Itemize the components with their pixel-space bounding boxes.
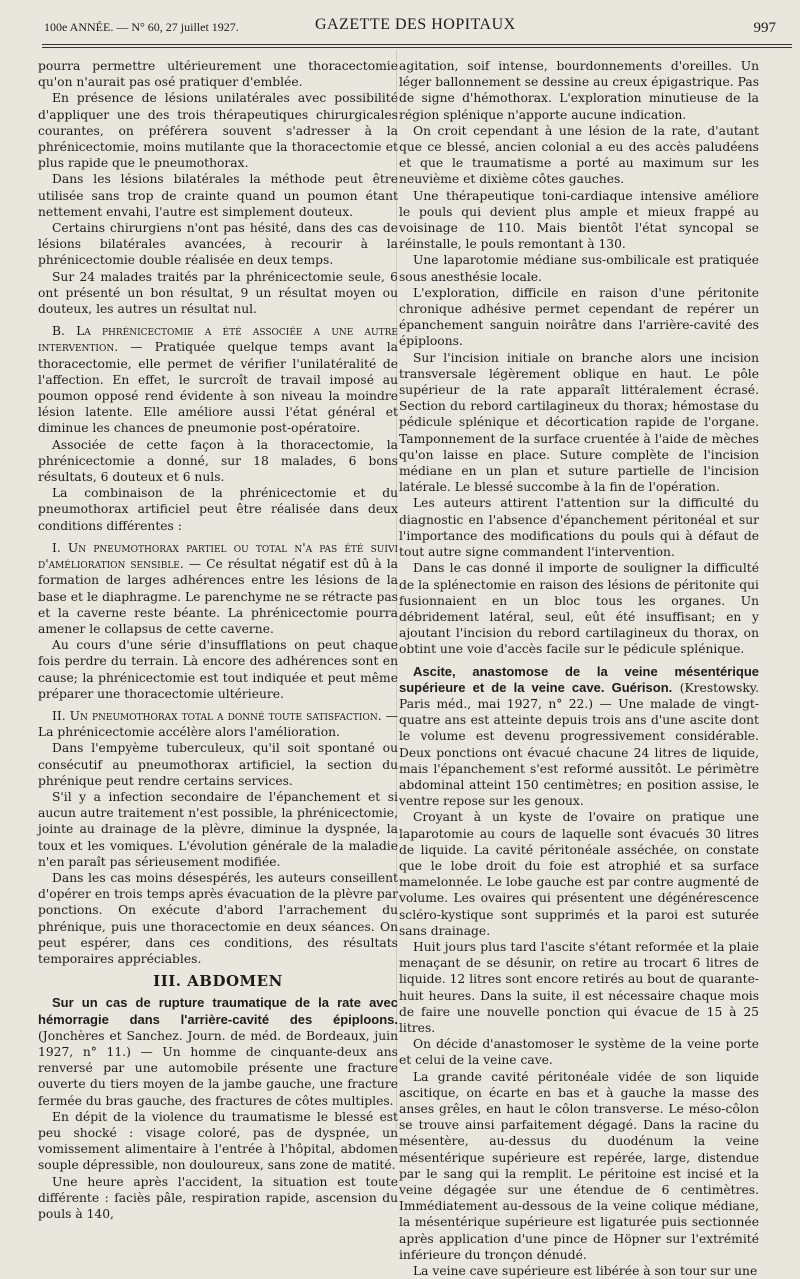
issue-info: 100e ANNÉE. — N° 60, 27 juillet 1927.: [44, 20, 239, 34]
subsection-ii: [38, 708, 398, 740]
subsection-b: [38, 323, 398, 436]
subsection-i: [38, 540, 398, 637]
left-column: [38, 58, 398, 1222]
article-title: Sur un cas de rupture traumatique de la rate avec hémorragie dans l'arrière-cavité des épiploons.: [38, 995, 398, 1027]
article-text: Un homme de cinquante-deux ans renversé par une automobile présente une fracture ouverte du tiers moyen de la jambe gauche, une fracture fermée du bras gauche, des fractures de côtes multiples.: [38, 1044, 398, 1108]
paragraph: Une laparotomie médiane sus-ombilicale est pratiquée sous anesthésie locale.: [399, 253, 759, 284]
paragraph: Sur l'incision initiale on branche alors une incision transversale légèrement oblique en haut. Le pôle supérieur de la rate apparaît littéralement écrasé. Section du rebord cartilagineux du thorax; hémostase du pédicule splénique et décortication rapide de l'organe. Tamponnement de la surface cruentée à l'aide de mèches qu'on laisse en place. Suture complète de l'incision médiane en un plan et suture partielle de l'incision latérale. Le blessé succombe à la fin de l'opération.: [399, 350, 759, 495]
article-reference: (Jonchères et Sanchez. Journ. de méd. de Bordeaux, juin 1927, n° 11.) —: [38, 1028, 398, 1059]
paragraph: En présence de lésions unilatérales avec possibilité d'appliquer une des trois thérapeutiques chirurgicales courantes, on préférera souvent s'adresser à la phrénicectomie, moins mutilante que la thoracectomie et plus rapide que le pneumothorax.: [38, 91, 398, 171]
article-reference: (Krestowsky. Paris méd., mai 1927, n° 22.) —: [399, 680, 759, 711]
paragraph: pourra permettre ultérieurement une thoracectomie qu'on n'aurait pas osé pratiquer d'emblée.: [38, 59, 398, 90]
article-2: [399, 664, 759, 810]
paragraph: Au cours d'une série d'insufflations on peut chaque fois perdre du terrain. Là encore des adhérences sont en cause; la phrénicectomie est tout indiquée et peut même préparer une thoracectomie ultérieure.: [38, 638, 398, 701]
page-header: [42, 14, 794, 42]
paragraph: La combinaison de la phrénicectomie et du pneumothorax artificiel peut être réalisée dans deux conditions différentes :: [38, 486, 398, 533]
paragraph: Huit jours plus tard l'ascite s'étant reformée et la plaie menaçant de se désunir, on retire au trocart 6 litres de liquide. 12 litres sont encore retirés au bout de quarante-huit heures. Dans la suite, il est nécessaire chaque mois de faire une nouvelle ponction qui évacue de 15 à 25 litres.: [399, 939, 759, 1035]
subsection-heading: II. Un pneumothorax total a donné toute satisfaction.: [52, 708, 382, 723]
paragraph: Sur 24 malades traités par la phrénicectomie seule, 6 ont présenté un bon résultat, 9 un résultat moyen ou douteux, les autres un résultat nul.: [38, 269, 398, 317]
paragraph: En dépit de la violence du traumatisme le blessé est peu shocké : visage coloré, pas de dyspnée, un vomissement alimentaire à l'entrée à l'hôpital, abdomen souple dépressible, non douloureux, sans zone de matité.: [38, 1109, 398, 1173]
header-rule: [42, 44, 792, 45]
journal-title: GAZETTE DES HOPITAUX: [315, 16, 516, 33]
paragraph: Croyant à un kyste de l'ovaire on pratique une laparotomie au cours de laquelle sont évacués 30 litres de liquide. La cavité péritonéale asséchée, on constate que le lobe droit du foie est atrophié et sa surface mamelonnée. Le lobe gauche est par contre augmenté de volume. Les ovaires qui présentent une dégénérescence scléro-kystique sont supprimés et la paroi est suturée sans drainage.: [399, 810, 759, 938]
subsection-heading: B. La phrénicectomie a été associée a une autre intervention.: [38, 324, 398, 355]
paragraph: La grande cavité péritonéale vidée de son liquide ascitique, on écarte en bas et à gauche la masse des anses grêles, en haut le côlon transverse. Le méso-côlon se trouve ainsi parfaitement dégagé. Dans la racine du mésentère, au-dessus du duodénum la veine mésentérique supérieure est repérée, large, distendue par le sang qui la remplit. Le péritoine est incisé et la veine dégagée sur une étendue de 6 centimètres. Immédiatement au-dessous de la veine colique médiane, la mésentérique supérieure est ligaturée puis sectionnée après application d'une pince de Höpner sur l'extrémité inférieure du tronçon dénudé.: [399, 1069, 759, 1262]
subsection-text: — La phrénicectomie accélère alors l'amélioration.: [38, 708, 398, 740]
paragraph: La veine cave supérieure est libérée à son tour sur une: [413, 1264, 758, 1279]
paragraph: Dans le cas donné il importe de souligner la difficulté de la splénectomie en raison des lésions de péritonite qui fusionnaient en un bloc tous les organes. Un débridement latéral, seul, eût été insuffisant; en y ajoutant l'incision du rebord cartilagineux du thorax, on obtint une voie d'accès facile sur le pédicule splénique.: [399, 561, 759, 657]
paragraph: On décide d'anastomoser le système de la veine porte et celui de la veine cave.: [399, 1037, 759, 1068]
article-text: Une malade de vingt-quatre ans est atteinte depuis trois ans d'une ascite dont le volume est devenu progressivement considérable. Deux ponctions ont évacué chacune 24 litres de liquide, mais l'épanchement s'est reformé aussitôt. Le périmètre abdominal atteint 150 centimètres; en position assise, le ventre repose sur les genoux.: [399, 696, 759, 809]
right-column: [399, 58, 759, 1279]
subsection-heading: I. Un pneumothorax partiel ou total n'a pas été suivi d'amélioration sensible.: [38, 540, 398, 572]
paragraph: Une thérapeutique toni-cardiaque intensive améliore le pouls qui devient plus ample et mieux frappé au voisinage de 110. Mais bientôt l'état syncopal se réinstalle, le pouls remontant à 130.: [399, 188, 759, 252]
subsection-text: — Pratiquée quelque temps avant la thoracectomie, elle permet de vérifier l'unilatéralité de l'affection. En effet, le surcroît de travail imposé au poumon opposé rend évidente à son niveau la moindre lésion latente. Elle améliore aussi l'état général et diminue les chances de pneumonie post-opératoire.: [38, 340, 398, 436]
paragraph: Dans les lésions bilatérales la méthode peut être utilisée sans trop de crainte quand un poumon étant nettement envahi, l'autre est simplement douteux.: [38, 172, 398, 219]
article-title: Ascite, anastomose de la veine mésentérique supérieure et de la veine cave. Guérison.: [399, 663, 759, 695]
paragraph: Certains chirurgiens n'ont pas hésité, dans des cas de lésions bilatérales avancées, à recourir à la phrénicectomie double réalisée en deux temps.: [38, 221, 398, 268]
paragraph: Dans l'empyème tuberculeux, qu'il soit spontané ou consécutif au pneumothorax artificiel, la section du phrénique peut rendre certains services.: [38, 741, 398, 788]
paragraph: On croit cependant à une lésion de la rate, d'autant que ce blessé, ancien colonial a eu des accès paludéens et que le traumatisme a porté au maximum sur les neuvième et dixième côtes gauches.: [399, 123, 759, 187]
article-1: [38, 995, 398, 1108]
page-number: 997: [753, 20, 776, 36]
paragraph: Dans les cas moins désespérés, les auteurs conseillent d'opérer en trois temps après évacuation de la plèvre par ponctions. On exécute d'abord l'arrachement du phrénique, puis une thoracectomie en deux séances. On peut espérer, dans ces conditions, des résultats temporaires appréciables.: [38, 870, 398, 966]
paragraph: S'il y a infection secondaire de l'épanchement et si aucun autre traitement n'est possible, la phrénicectomie, jointe au drainage de la plèvre, diminue la dyspnée, la toux et les vomiques. L'évolution générale de la maladie n'en paraît pas sérieusement modifiée.: [38, 789, 398, 869]
paragraph: Une heure après l'accident, la situation est toute différente : faciès pâle, respiration rapide, ascension du pouls à 140,: [38, 1174, 398, 1222]
section-heading: III. ABDOMEN: [153, 972, 283, 991]
header-rule-double: [42, 47, 792, 48]
subsection-text: — Ce résultat négatif est dû à la formation de larges adhérences entre les lésions de la base et le diaphragme. Le parenchyme ne se rétracte pas et la caverne reste béante. La phrénicectomie pourra amener le collapsus de cette caverne.: [38, 557, 398, 636]
paragraph: Les auteurs attirent l'attention sur la difficulté du diagnostic en l'absence d'épanchement péritonéal et sur l'importance des modifications du pouls qui à défaut de tout autre signe commandent l'intervention.: [399, 496, 759, 560]
paragraph: L'exploration, difficile en raison d'une péritonite chronique adhésive permet cependant de repérer un épanchement sanguin noirâtre dans l'arrière-cavité des épiploons.: [399, 285, 759, 349]
paragraph: Associée de cette façon à la thoracectomie, la phrénicectomie a donné, sur 18 malades, 6 bons résultats, 6 douteux et 6 nuls.: [38, 437, 398, 485]
paragraph: agitation, soif intense, bourdonnements d'oreilles. Un léger ballonnement se dessine au creux épigastrique. Pas de signe d'hémothorax. L'exploration minutieuse de la région splénique n'apporte aucune indication.: [399, 59, 759, 122]
